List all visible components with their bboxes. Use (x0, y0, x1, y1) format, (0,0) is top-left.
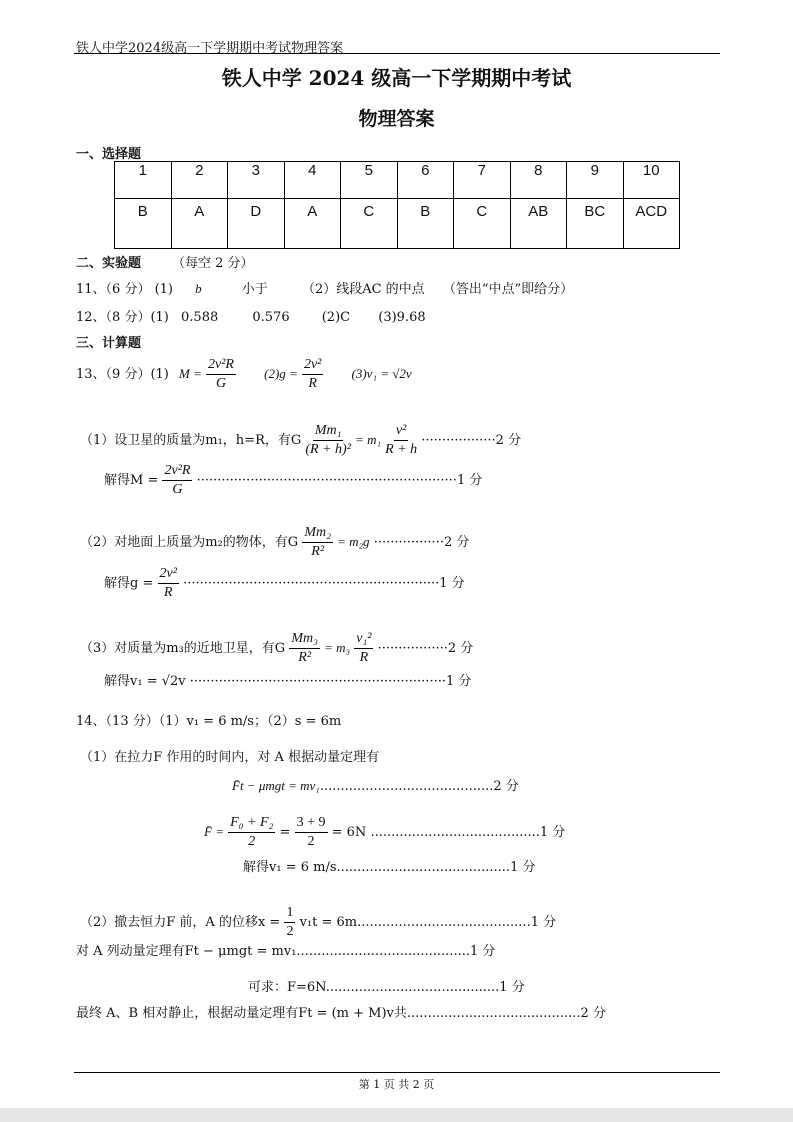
q11-a1: b (195, 281, 202, 296)
fraction (158, 565, 179, 602)
answer-cell: AB (510, 199, 567, 249)
score: 1 分 (469, 944, 496, 959)
step-text: 解得M = (104, 473, 159, 488)
q14-part4: 可求：F=6N..........................................1 分 (248, 980, 525, 995)
step-rhs: v₁t = 6m (299, 915, 358, 930)
page-bottom-band (0, 1108, 793, 1122)
question-number-cell: 7 (454, 162, 511, 199)
q13-a2-fraction (302, 356, 323, 393)
score: 2 分 (495, 433, 522, 448)
step-mid: = m₂g (337, 534, 370, 549)
denominator: G (172, 482, 183, 497)
fraction (385, 422, 417, 459)
question-number-cell: 5 (341, 162, 398, 199)
page-number: 第 1 页 共 2 页 (358, 1078, 435, 1091)
denominator: 2 (248, 834, 256, 849)
score: 2 分 (580, 1006, 606, 1021)
question-number-cell: 10 (623, 162, 680, 199)
score: 1 分 (539, 825, 566, 840)
question-number-cell: 6 (397, 162, 454, 199)
step-text: （1）设卫星的质量为m₁，h=R，有G (80, 433, 302, 448)
step-text: 可求：F=6N (248, 980, 326, 995)
step-text: （3）对质量为m₃的近地卫星，有G (80, 641, 286, 656)
eq-lhs: F̄ = (204, 824, 224, 839)
q14-eq3: 解得v₁ = 6 m/s..........................................1 分 (243, 860, 536, 875)
section-experiment-label: 二、实验题 (76, 256, 142, 271)
q13-a1-lhs: M = (179, 366, 202, 381)
score: 1 分 (456, 473, 483, 488)
header-rule (74, 53, 720, 54)
q12-line (76, 306, 426, 325)
page-title: 铁人中学 2024 级高一下学期期中考试 (221, 66, 572, 90)
q13-step2-result: 解得g = $\frac{\text{2v²}}{R}$ ······························································1 分 (104, 566, 465, 600)
score: 1 分 (445, 674, 472, 689)
score: 1 分 (439, 576, 465, 591)
q14-answer-line: 14、（13 分）（1）v₁ = 6 m/s；（2）s = 6m (76, 714, 342, 729)
step-text: 解得g = (104, 576, 154, 591)
q14-part2: （2）撤去恒力F 前，A 的位移x = $\frac{1}{2}$ v₁t = 6m..........................................1 分 (80, 905, 557, 939)
answer-row (115, 199, 680, 249)
q12-a2: 0.576 (252, 310, 290, 325)
q14-eq2: F̄ = $\frac{\text{F₀ + F₂}}{2}$ = $\frac{3 + 9}{2}$ = 6N .........................................1 分 (204, 815, 566, 849)
section-calc-label: 三、计算题 (76, 336, 142, 351)
q13-prefix: 13、（9 分）(1) (76, 367, 169, 382)
q14-part5: 最终 A、B 相对静止，根据动量定理有Ft = (m + M)v共..........................................2 分 (76, 1006, 606, 1021)
page-subtitle: 物理答案 (358, 108, 435, 130)
numerator: Mm₃ (289, 630, 320, 649)
question-number-cell: 2 (171, 162, 228, 199)
answer-cell: ACD (623, 199, 680, 249)
q12-a1: 0.588 (181, 310, 219, 325)
numerator: 2v²R (206, 356, 236, 375)
q11-a3: （2）线段AC 的中点 (301, 282, 425, 297)
question-number-row (115, 162, 680, 199)
score-note: （每空 2 分） (172, 256, 254, 271)
q13-a2-lhs: (2)g = (264, 366, 298, 381)
q13-answer-line (76, 356, 412, 393)
score: 1 分 (530, 915, 557, 930)
question-number-cell: 3 (228, 162, 285, 199)
denominator: 2 (307, 834, 315, 849)
answer-cell: A (171, 199, 228, 249)
fraction (228, 814, 275, 851)
step-mid: = m₁ (355, 432, 381, 447)
q12-a3: (2)C (321, 310, 351, 325)
score: 2 分 (447, 641, 474, 656)
answer-cell: B (397, 199, 454, 249)
answer-cell: C (454, 199, 511, 249)
denominator: R (308, 376, 317, 391)
numerator: 3 + 9 (295, 814, 328, 833)
q14-part1: （1）在拉力F 作用的时间内，对 A 根据动量定理有 (80, 750, 380, 765)
denominator: R (359, 650, 369, 665)
footer-rule (74, 1072, 720, 1073)
fraction (162, 462, 192, 499)
step-mid: = m₃ (324, 640, 351, 655)
q13-step1: （1）设卫星的质量为m₁，h=R，有G $\frac{\text{Mm₁}}{\text{(R + h)²}}$ = m₁ $\frac{\text{v²}}{R + h}$ ··················2 分 (80, 423, 522, 457)
score: 1 分 (510, 860, 536, 875)
step-text: 最终 A、B 相对静止，根据动量定理有Ft = (m + M)v共 (76, 1006, 407, 1021)
numerator: 1 (284, 904, 295, 923)
choice-answer-table (114, 161, 680, 249)
fraction (295, 814, 328, 851)
numerator: Mm₁ (313, 422, 344, 441)
numerator: Mm₂ (302, 524, 333, 543)
section-choice-label: 一、选择题 (76, 147, 142, 162)
q13-step3-result: 解得v₁ = √2v ······························································1 分 (104, 674, 472, 689)
running-header: 铁人中学2024级高一下学期期中考试物理答案 (76, 41, 344, 56)
numerator: v² (394, 422, 408, 441)
fraction (289, 630, 320, 667)
numerator: v₁² (354, 630, 373, 649)
q12-a4: (3)9.68 (378, 310, 426, 325)
question-number-cell: 8 (510, 162, 567, 199)
equals: = (279, 825, 291, 840)
denominator: R² (311, 544, 325, 559)
q12-prefix: 12、（8 分）(1) (76, 310, 169, 325)
fraction (302, 524, 333, 561)
denominator: R (163, 585, 173, 600)
q13-step2: （2）对地面上质量为m₂的物体，有G $\frac{\text{Mm₂}}{\text{R²}}$ = m₂g ·················2 分 (80, 525, 470, 559)
q11-a4: （答出“中点”即给分） (442, 282, 574, 297)
denominator: G (215, 376, 227, 391)
q14-eq1: F̄t − μmgt = mv₁..........................................2 分 (232, 778, 519, 794)
denominator: 2 (286, 924, 294, 939)
answer-cell: B (115, 199, 172, 249)
answer-cell: A (284, 199, 341, 249)
q13-step1-result: 解得M = $\frac{\text{2v²R}}{G}$ ·······························································1 分 (104, 463, 483, 497)
fraction (284, 904, 295, 941)
step-text: （2）撤去恒力F 前，A 的位移x = (80, 915, 281, 930)
q11-prefix: 11、（6 分） (1) (76, 282, 173, 297)
step-text: 对 A 列动量定理有Ft − μmgt = mv₁ (76, 944, 297, 959)
denominator: R + h (385, 442, 418, 457)
answer-cell: BC (567, 199, 624, 249)
q13-a3: (3)v₁ = √2v (351, 366, 412, 381)
score: 1 分 (499, 980, 525, 995)
q11-line (76, 278, 573, 297)
step-text: （2）对地面上质量为m₂的物体，有G (80, 535, 299, 550)
question-number-cell: 9 (567, 162, 624, 199)
score: 2 分 (493, 779, 519, 794)
score: 2 分 (443, 535, 470, 550)
q13-step3: （3）对质量为m₃的近地卫星，有G $\frac{\text{Mm₃}}{\text{R²}}$ = m₃ $\frac{\text{v₁²}}{R}$ ·················2 分 (80, 631, 474, 665)
numerator: 2v² (302, 356, 323, 375)
q11-a2: 小于 (241, 282, 268, 297)
eq-rhs: = 6N (331, 825, 367, 840)
q14-part3: 对 A 列动量定理有Ft − μmgt = mv₁..........................................1 分 (76, 944, 496, 959)
equation: 解得v₁ = 6 m/s (243, 860, 337, 875)
q13-a1-fraction (206, 356, 236, 393)
equation: F̄t − μmgt = mv₁ (232, 778, 320, 793)
numerator: 2v² (158, 565, 179, 584)
fraction (354, 630, 373, 667)
numerator: F₀ + F₂ (228, 814, 275, 833)
denominator: R² (298, 650, 312, 665)
question-number-cell: 1 (115, 162, 172, 199)
answer-cell: D (228, 199, 285, 249)
denominator: (R + h)² (305, 442, 351, 457)
question-number-cell: 4 (284, 162, 341, 199)
fraction (305, 422, 351, 459)
numerator: 2v²R (162, 462, 192, 481)
answer-cell: C (341, 199, 398, 249)
step-text: 解得v₁ = √2v (104, 674, 186, 689)
